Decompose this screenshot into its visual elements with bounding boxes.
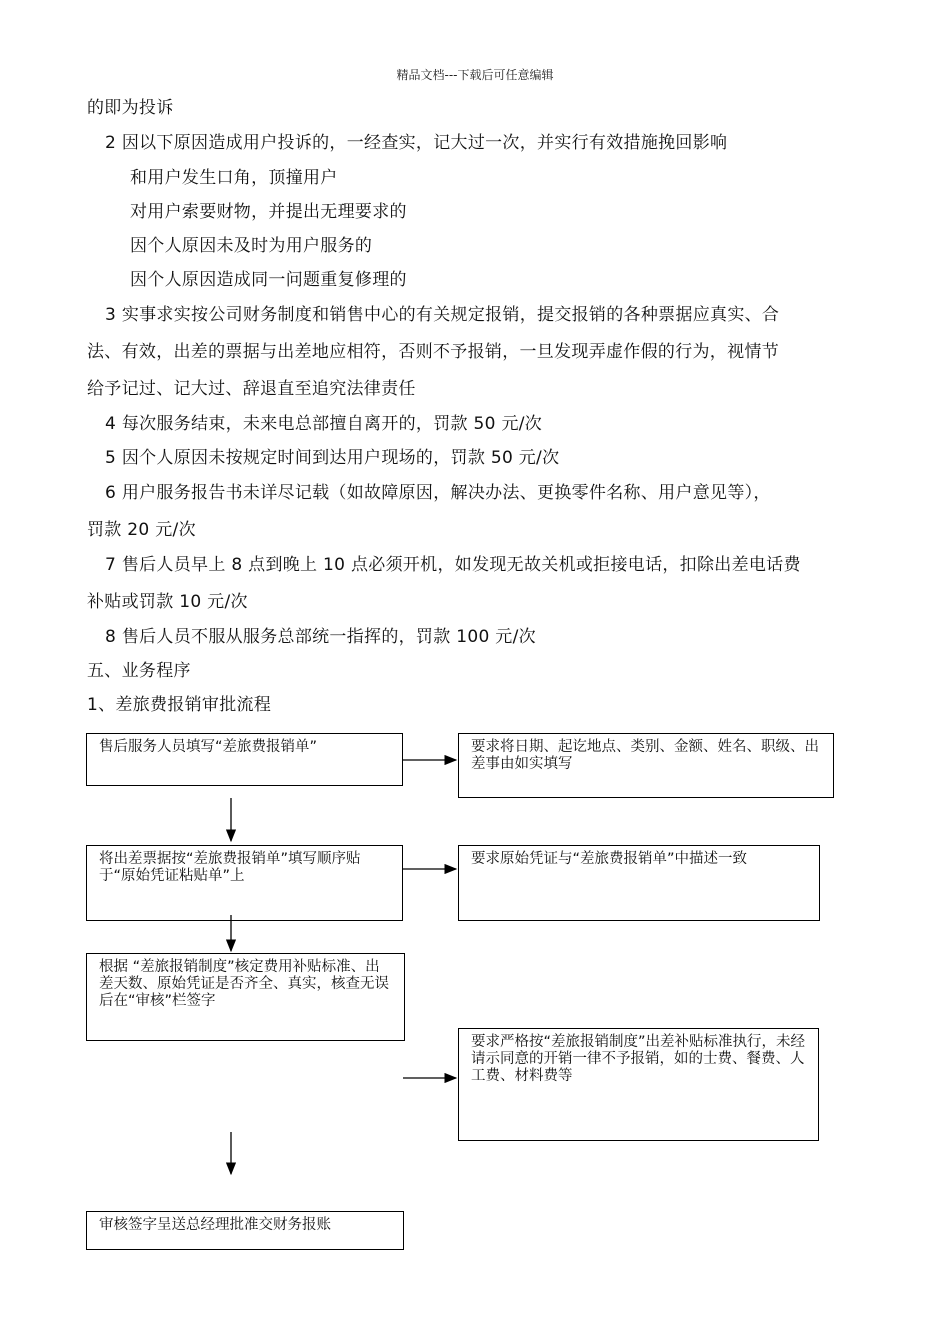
text-line: 3 实事求实按公司财务制度和销售中心的有关规定报销，提交报销的各种票据应真实、合 <box>105 305 780 325</box>
text-line: 罚款 20 元/次 <box>87 520 196 540</box>
text-line: 补贴或罚款 10 元/次 <box>87 592 248 612</box>
flow-note-strict-policy: 要求严格按“差旅报销制度”出差补贴标准执行，未经请示同意的开销一律不予报销，如的士费、餐费、人工费、材料费等 <box>458 1028 819 1141</box>
text-line: 因个人原因未及时为用户服务的 <box>130 236 373 256</box>
text-line: 法、有效，出差的票据与出差地应相符，否则不予报销，一旦发现弄虚作假的行为，视情节 <box>87 342 779 362</box>
page-header: 精品文档---下载后可任意编辑 <box>396 68 554 82</box>
flow-step-verify: 根据 “差旅报销制度”核定费用补贴标准、出差天数、原始凭证是否齐全、真实，核查无误后在“审核”栏签字 <box>86 953 405 1041</box>
flow-note-consistency: 要求原始凭证与“差旅费报销单”中描述一致 <box>458 845 820 921</box>
text-line: 6 用户服务报告书未详尽记载（如故障原因，解决办法、更换零件名称、用户意见等）， <box>105 483 771 503</box>
flow-step-attach-receipts: 将出差票据按“差旅费报销单”填写顺序贴于“原始凭证粘贴单”上 <box>86 845 403 921</box>
text-line: 4 每次服务结束，未来电总部擅自离开的，罚款 50 元/次 <box>105 414 543 434</box>
text-line: 7 售后人员早上 8 点到晚上 10 点必须开机，如发现无故关机或拒接电话，扣除出差电话费 <box>105 555 801 575</box>
text-line: 和用户发生口角，顶撞用户 <box>130 168 338 188</box>
text-line: 2 因以下原因造成用户投诉的，一经查实，记大过一次，并实行有效措施挽回影响 <box>105 133 728 153</box>
flow-step-fill-form: 售后服务人员填写“差旅费报销单” <box>86 733 403 786</box>
flow-step-approval: 审核签字呈送总经理批准交财务报账 <box>86 1211 404 1250</box>
flow-note-fill-form: 要求将日期、起讫地点、类别、金额、姓名、职级、出差事由如实填写 <box>458 733 834 798</box>
section-heading: 五、业务程序 <box>87 661 191 681</box>
subsection-heading: 1、差旅费报销审批流程 <box>87 695 272 715</box>
text-line: 5 因个人原因未按规定时间到达用户现场的，罚款 50 元/次 <box>105 448 560 468</box>
text-line: 因个人原因造成同一问题重复修理的 <box>130 270 407 290</box>
text-line: 给予记过、记大过、辞退直至追究法律责任 <box>87 379 416 399</box>
text-line: 对用户索要财物，并提出无理要求的 <box>130 202 407 222</box>
text-line: 8 售后人员不服从服务总部统一指挥的，罚款 100 元/次 <box>105 627 536 647</box>
text-line: 的即为投诉 <box>87 98 174 118</box>
